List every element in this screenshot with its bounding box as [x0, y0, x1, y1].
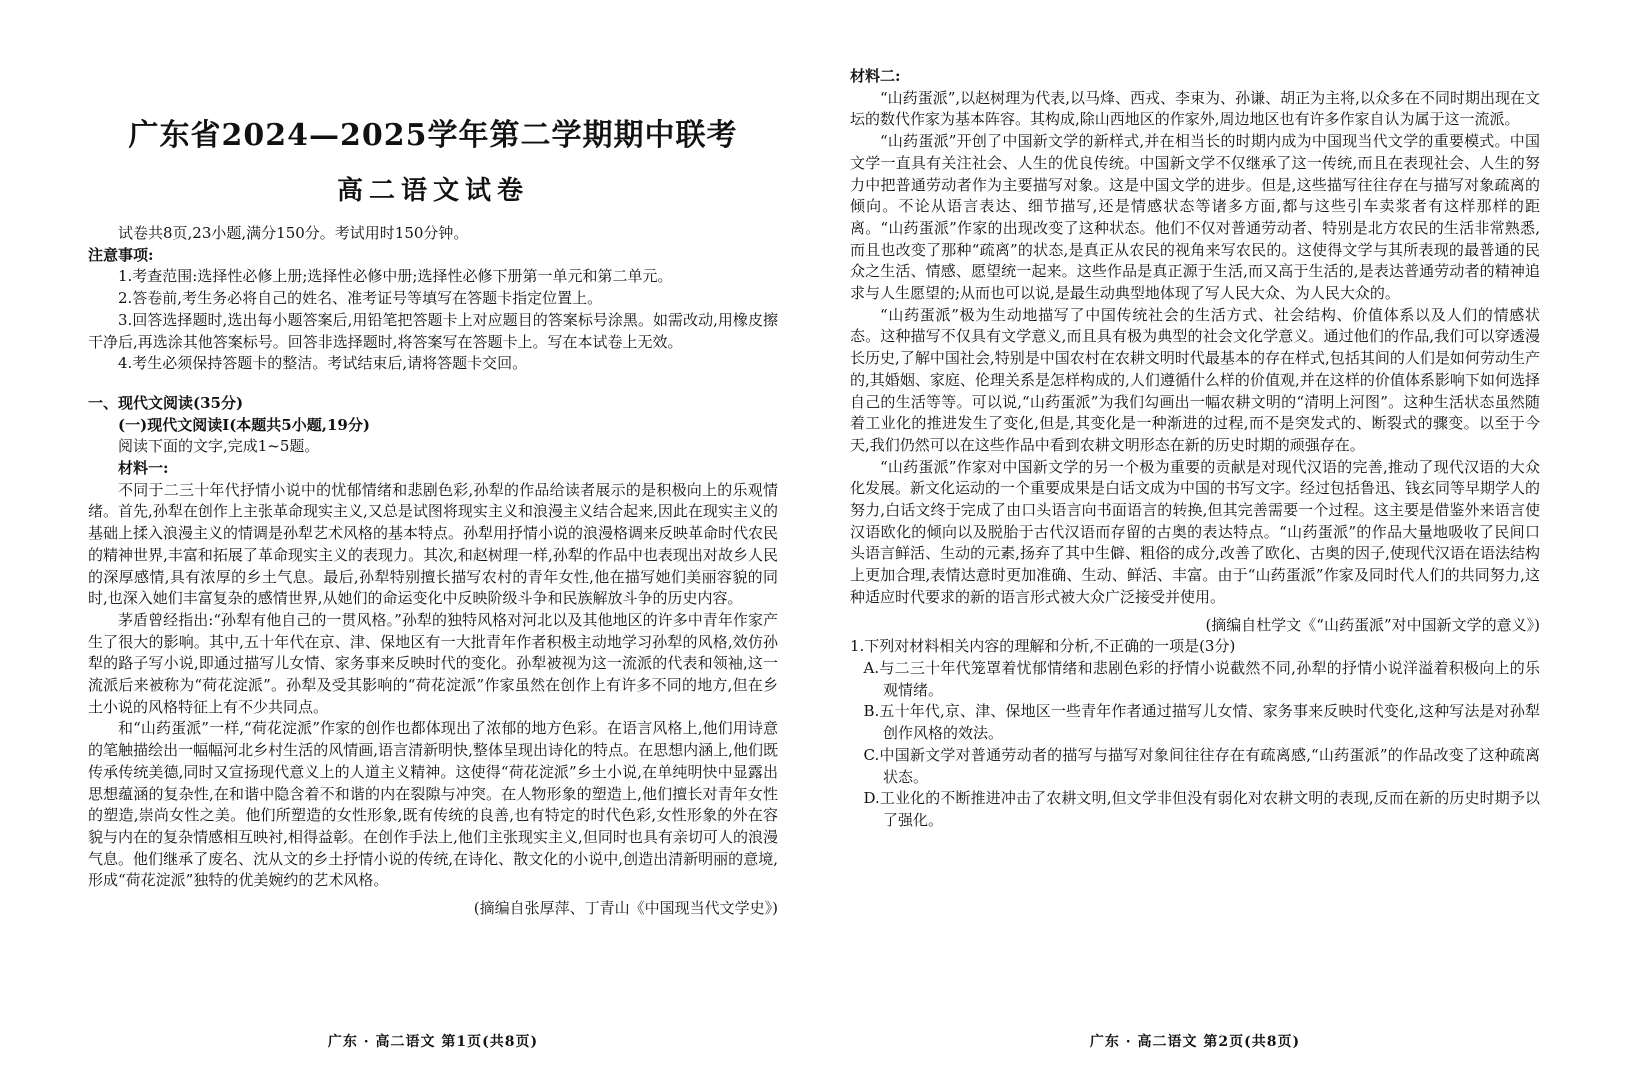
paragraph: 不同于二三十年代抒情小说中的忧郁情绪和悲剧色彩,孙犁的作品给读者展示的是积极向上的乐观情绪。首先,孙犁在创作上主张革命现实主义,又总是试图将现实主义和浪漫主义结合起来,因此在现实主义的基础上揉入浪漫主义的情调是孙犁艺术风格的基本特点。孙犁用抒情小说的浪漫格调来反映革命时代农民的精神世界,丰富和拓展了革命现实主义的表现力。其次,和赵树理一样,孙犁的作品中也表现出对故乡人民的深厚感情,具有浓厚的乡土气息。最后,孙犁特别擅长描写农村的青年女性,他在描写她们美丽容貌的同时,也深入她们丰富复杂的感情世界,从她们的命运变化中反映阶级斗争和民族解放斗争的历史内容。: [88, 480, 779, 608]
option-b: B.五十年代,京、津、保地区一些青年作者通过描写儿女情、家务事来反映时代变化,这种写法是对孙犁创作风格的效法。: [863, 702, 1540, 743]
question-1: 1.下列对材料相关内容的理解和分析,不正确的一项是(3分): [850, 637, 1236, 656]
option-a: A.与二三十年代笼罩着忧郁情绪和悲剧色彩的抒情小说截然不同,孙犁的抒情小说洋溢着积极向上的乐观情绪。: [863, 658, 1540, 699]
option-c: C.中国新文学对普通劳动者的描写与描写对象间往往存在有疏离感,“山药蛋派”的作品改变了这种疏离状态。: [863, 745, 1540, 786]
paragraph: “山药蛋派”,以赵树理为代表,以马烽、西戎、李束为、孙谦、胡正为主将,以众多在不同时期出现在文坛的数代作家为基本阵容。其构成,除山西地区的作家外,周边地区也有许多作家自认为属于这一流派。: [850, 88, 1540, 129]
option-d: D.工业化的不断推进冲击了农耕文明,但文学非但没有弱化对农耕文明的表现,反而在新的历史时期予以了强化。: [863, 789, 1540, 829]
reading-instruction: 阅读下面的文字,完成1~5题。: [118, 437, 320, 456]
subsection-heading: (一)现代文阅读Ⅰ(本题共5小题,19分): [118, 415, 370, 434]
page-footer: 广东 · 高二语文 第2页(共8页): [1089, 1034, 1301, 1050]
notice-item: 2.答卷前,考生务必将自己的姓名、准考证号等填写在答题卡指定位置上。: [118, 289, 603, 308]
material-label: 材料二:: [850, 67, 901, 85]
exam-title: 广东省2024—2025学年第二学期期中联考: [128, 118, 738, 153]
paragraph: “山药蛋派”开创了中国新文学的新样式,并在相当长的时期内成为中国现当代文学的重要模式。中国文学一直具有关注社会、人生的优良传统。中国新文学不仅继承了这一传统,而且在表现社会、人生的努力中把普通劳动者作为主要描写对象。这是中国文学的进步。但是,这些描写往往存在与描写对象疏离的倾向。不论从语言表达、细节描写,还是情感状态等诸多方面,都与这些引车卖浆者有这样那样的距离。“山药蛋派”作家的出现改变了这种状态。他们不仅对普通劳动者、特别是北方农民的生活非常熟悉,而且也改变了那种“疏离”的状态,是真正从农民的视角来写农民的。这使得文学与其所表现的最普通的民众之生活、情感、愿望统一起来。这些作品是真正源于生活,而又高于生活的,是表达普通劳动者的精神追求与人生愿望的;从而也可以说,是最生动典型地体现了写人民大众、为人民大众的。: [850, 132, 1540, 303]
page-2: [850, 0, 1540, 1079]
page-1-body: [88, 223, 778, 920]
section-heading: 一、现代文阅读(35分): [88, 393, 244, 412]
notice-item: 4.考生必须保持答题卡的整洁。考试结束后,请将答题卡交回。: [118, 354, 528, 373]
paragraph: 和“山药蛋派”一样,“荷花淀派”作家的创作也都体现出了浓郁的地方色彩。在语言风格上,他们用诗意的笔触描绘出一幅幅河北乡村生活的风情画,语言清新明快,整体呈现出诗化的特点。在思想内涵上,他们既传承传统美德,同时又宣扬现代意义上的人道主义精神。这使得“荷花淀派”乡土小说,在单纯明快中显露出思想蕴涵的复杂性,在和谐中隐含着不和谐的内在裂隙与冲突。在人物形象的塑造上,他们擅长对青年女性的塑造,崇尚女性之美。他们所塑造的女性形象,既有传统的良善,也有特定的时代色彩,女性形象的外在容貌与内在的复杂情感相互映衬,相得益彰。在创作手法上,他们主张现实主义,但同时也具有亲切可人的浪漫气息。他们继承了废名、沈从文的乡土抒情小说的传统,在诗化、散文化的小说中,创造出清新明丽的意境,形成“荷花淀派”独特的优美婉约的艺术风格。: [88, 719, 778, 890]
notice-item: 1.考查范围:选择性必修上册;选择性必修中册;选择性必修下册第一单元和第二单元。: [118, 267, 673, 286]
paragraph: 茅盾曾经指出:“孙犁有他自己的一贯风格。”孙犁的独特风格对河北以及其他地区的许多中青年作家产生了很大的影响。其中,五十年代在京、津、保地区有一大批青年作者积极主动地学习孙犁的风格,效仿孙犁的路子写小说,即通过描写儿女情、家务事来反映时代的变化。孙犁被视为这一流派的代表和领袖,这一流派后来被称为“荷花淀派”。孙犁及受其影响的“荷花淀派”作家虽然在创作上有许多不同的地方,但在乡土小说的风格特征上有不少共同点。: [88, 610, 778, 716]
exam-subtitle: 高二语文试卷: [336, 176, 529, 206]
paragraph: “山药蛋派”作家对中国新文学的另一个极为重要的贡献是对现代汉语的完善,推动了现代汉语的大众化发展。新文化运动的一个重要成果是白话文成为中国的书写文字。经过包括鲁迅、钱玄同等早期学人的努力,白话文终于完成了由口头语言向书面语言的转换,但其完善需要一个过程。这主要是借鉴外来语言使汉语欧化的倾向以及脱胎于古代汉语而存留的古奥的表达特点。“山药蛋派”的作品大量地吸收了民间口头语言鲜活、生动的元素,扬弃了其中生僻、粗俗的成分,改善了欧化、古奥的因子,使现代汉语在语法结构上更加合理,表情达意时更加准确、生动、鲜活、丰富。由于“山药蛋派”作家及同时代人们的共同努力,这种适应时代要求的新的语言形式被大众广泛接受并使用。: [850, 457, 1541, 606]
material-label: 材料一:: [118, 459, 169, 478]
source-citation: (摘编自杜学文《“山药蛋派”对中国新文学的意义》): [1205, 615, 1540, 634]
paragraph: “山药蛋派”极为生动地描写了中国传统社会的生活方式、社会结构、价值体系以及人们的情感状态。这种描写不仅具有文学意义,而且具有极为典型的社会文化学意义。通过他们的作品,我们可以穿透漫长历史,了解中国社会,特别是中国农村在农耕文明时代最基本的存在样式,包括其间的人们是如何劳动生产的,其婚姻、家庭、伦理关系是怎样构成的,人们遵循什么样的价值观,并在这样的价值体系影响下如何选择自己的生活等等。可以说,“山药蛋派”为我们勾画出一幅农耕文明的“清明上河图”。这种生活状态虽然随着工业化的推进发生了变化,但是,其变化是一种渐进的过程,而不是突发式的、断裂式的骤变。以至于今天,我们仍然可以在这些作品中看到农耕文明形态在新的历史时期的顽强存在。: [850, 305, 1540, 454]
source-citation: (摘编自张厚萍、丁青山《中国现当代文学史》): [473, 899, 778, 918]
notice-title: 注意事项:: [88, 245, 154, 264]
notice-item: 3.回答选择题时,选出每小题答案后,用铅笔把答题卡上对应题目的答案标号涂黑。如需改动,用橡皮擦干净后,再选涂其他答案标号。回答非选择题时,将答案写在答题卡上。写在本试卷上无效。: [88, 310, 778, 351]
page-footer: 广东 · 高二语文 第1页(共8页): [327, 1034, 539, 1050]
exam-info: 试卷共8页,23小题,满分150分。考试用时150分钟。: [118, 224, 469, 242]
page-2-body: [850, 66, 1540, 832]
page-1: [88, 0, 778, 1079]
